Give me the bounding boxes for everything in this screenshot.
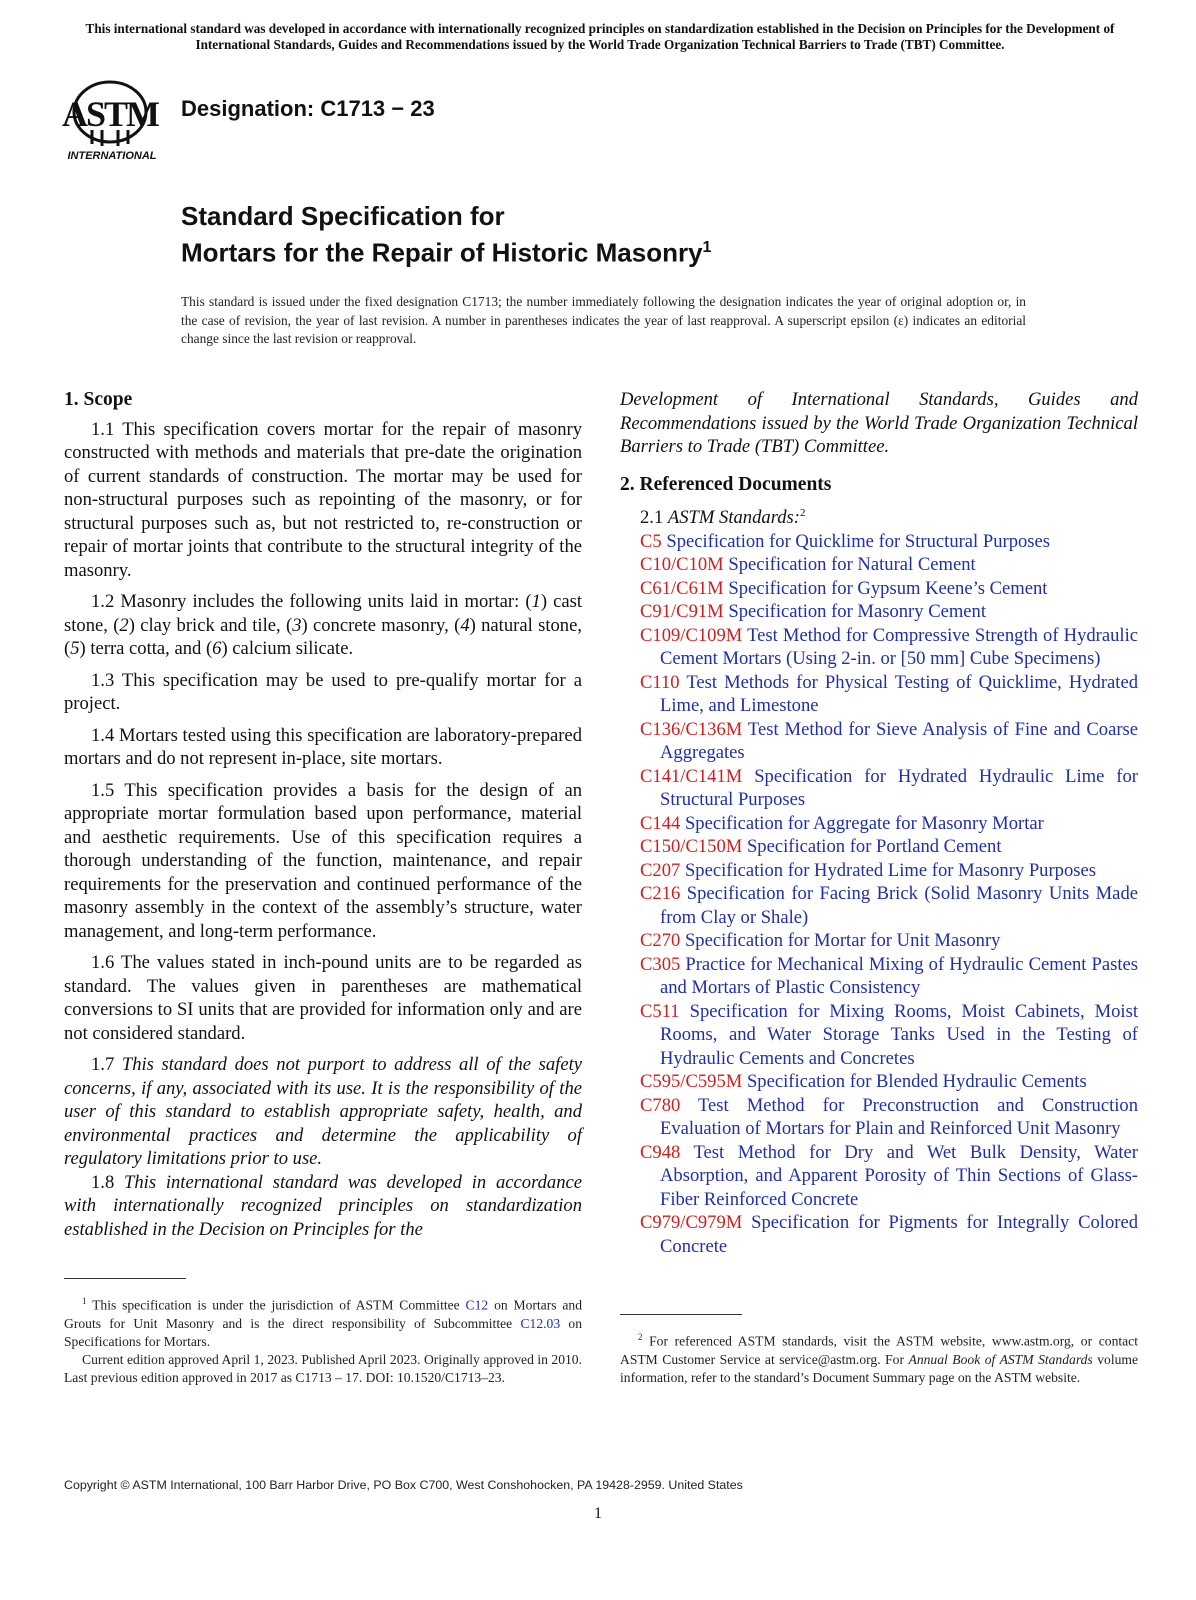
reference-title-link[interactable]: Test Method for Compressive Strength of Hydraulic Cement Mortars (Using 2-in. or [50 mm] Cube Specimens): [660, 624, 1139, 670]
para-1-7: [64, 1053, 582, 1171]
reference-item: [620, 1211, 1138, 1258]
logo-subtext: INTERNATIONAL: [67, 150, 157, 162]
reference-code-link[interactable]: C109/C109M: [640, 624, 743, 646]
para-1-8-continued: Development of International Standards, Guides and Recommendations issued by the World Trade Organization Technical Barriers to Trade (TBT) Committee.: [620, 389, 1138, 457]
reference-code-link[interactable]: C216: [640, 883, 681, 905]
para-1-1: 1.1 This specification covers mortar for the repair of masonry constructed with methods and materials that pre-date the origination of current standards of construction. The mortar may be used for non-structural purposes such as repointing of the masonry, or for structural purposes such as, but not restricted to, re-construction or repair of mortar joints that contribute to the structural integrity of the masonry.: [64, 418, 582, 581]
reference-item: [620, 882, 1138, 929]
footnote-1: [64, 1292, 582, 1388]
title-line-1: Standard Specification for: [181, 201, 505, 231]
reference-code-link[interactable]: C595/C595M: [640, 1071, 743, 1093]
footnote-1-para-2: Current edition approved April 1, 2023. Published April 2023. Originally approved in 2010. Last previous edition approved in 2017 as C1713 – 17. DOI: 10.1520/C1713–23.: [64, 1352, 582, 1386]
para-1-7-text: This standard does not purport to address all of the safety concerns, if any, associated with its use. It is the responsibility of the user of this standard to establish appropriate safety, health, and environmental practices and determine the applicability of regulatory limitations prior to use.: [64, 1054, 582, 1169]
footnote-2: [620, 1328, 1138, 1387]
reference-item: [620, 859, 1138, 883]
top-notice: This international standard was developed in accordance with internationally recognized principles on standardization established in the Decision on Principles for the Development of International Standards, Guides and Recommendations issued by the World Trade Organization Technical Barriers to Trade (TBT) Committee.: [85, 21, 1115, 52]
reference-code-link[interactable]: C305: [640, 953, 681, 975]
logo-text: ASTM: [62, 94, 159, 134]
copyright: Copyright © ASTM International, 100 Barr Harbor Drive, PO Box C700, West Conshohocken, PA 19428-2959. United States: [64, 1478, 743, 1492]
para-1-8: [64, 1171, 582, 1242]
reference-title-link[interactable]: Specification for Pigments for Integrally Colored Concrete: [660, 1212, 1138, 1257]
reference-title-link[interactable]: Specification for Hydrated Hydraulic Lime for Structural Purposes: [660, 765, 1138, 811]
reference-code-link[interactable]: C780: [640, 1094, 681, 1116]
para-1-5: 1.5 This specification provides a basis for the design of an appropriate mortar formulation based upon performance, material and aesthetic requirements. Use of this specification requires a thorough understanding of the function, maintenance, and repair requirements for the preservation and continued performance of the masonry assembly in the context of the assembly’s structure, water management, and long-term performance.: [64, 779, 582, 942]
reference-code-link[interactable]: C948: [640, 1141, 681, 1163]
reference-item: [620, 624, 1138, 671]
reference-title-link[interactable]: Specification for Quicklime for Structural Purposes: [666, 530, 1051, 552]
footnote-rule-right: [620, 1314, 742, 1315]
reference-title-link[interactable]: Specification for Mixing Rooms, Moist Cabinets, Moist Rooms, and Water Storage Tanks Used in the Testing of Hydraulic Cements and Concretes: [660, 1000, 1138, 1069]
reference-title-link[interactable]: Specification for Gypsum Keene’s Cement: [728, 577, 1048, 599]
reference-code-link[interactable]: C136/C136M: [640, 718, 743, 740]
reference-title-link[interactable]: Test Methods for Physical Testing of Quicklime, Hydrated Lime, and Limestone: [660, 671, 1138, 717]
right-column: [620, 388, 1138, 1258]
left-column: [64, 388, 582, 1249]
reference-title-link[interactable]: Test Method for Sieve Analysis of Fine and Coarse Aggregates: [660, 718, 1139, 764]
reference-title-link[interactable]: Test Method for Preconstruction and Construction Evaluation of Mortars for Plain and Reinforced Unit Masonry: [660, 1094, 1139, 1140]
footnote-2-para: $^2$ For referenced ASTM standards, visit the ASTM website, www.astm.org, or contact ASTM Customer Service at service@astm.org. For Annual Book of ASTM Standards volume information, refer to the standard’s Document Summary page on the ASTM website.: [620, 1332, 1138, 1385]
reference-code-link[interactable]: C5: [640, 530, 662, 552]
reference-code-link[interactable]: C511: [640, 1000, 680, 1022]
reference-title-link[interactable]: Specification for Hydrated Lime for Masonry Purposes: [684, 859, 1096, 881]
para-1-6: 1.6 The values stated in inch-pound units are to be regarded as standard. The values given in parentheses are mathematical conversions to SI units that are provided for information only and are not considered standard.: [64, 952, 582, 1044]
reference-item: [620, 1070, 1138, 1094]
reference-code-link[interactable]: C10/C10M: [640, 554, 724, 576]
reference-code-link[interactable]: C979/C979M: [640, 1212, 743, 1234]
title-footnote-mark: 1: [702, 239, 712, 256]
reference-item: [620, 1000, 1138, 1071]
reference-list: [620, 530, 1138, 1259]
astm-logo-icon: [62, 70, 174, 162]
reference-item: [620, 530, 1138, 554]
referenced-documents-heading: 2. Referenced Documents: [620, 473, 832, 495]
reference-item: [620, 671, 1138, 718]
reference-code-link[interactable]: C150/C150M: [640, 836, 743, 858]
reference-item: [620, 1141, 1138, 1212]
subcommittee-c12-03-link[interactable]: C12.03: [520, 1315, 561, 1331]
reference-item: [620, 600, 1138, 624]
reference-code-link[interactable]: C270: [640, 930, 681, 952]
reference-title-link[interactable]: Specification for Natural Cement: [728, 554, 976, 576]
para-1-8-text: This international standard was developed in accordance with internationally recognized principles on standardization established in the Decision on Principles for the: [64, 1171, 583, 1240]
para-1-7-num: 1.7: [91, 1054, 115, 1075]
title-line-2-text: Mortars for the Repair of Historic Masonry: [181, 237, 703, 268]
reference-code-link[interactable]: C61/C61M: [640, 577, 724, 599]
reference-item: [620, 953, 1138, 1000]
reference-title-link[interactable]: Specification for Aggregate for Masonry Mortar: [684, 812, 1044, 834]
committee-c12-link[interactable]: C12: [465, 1297, 489, 1313]
reference-title-link[interactable]: Specification for Portland Cement: [746, 836, 1002, 858]
reference-item: [620, 765, 1138, 812]
reference-code-link[interactable]: C91/C91M: [640, 601, 724, 623]
para-1-2: 1.2 Masonry includes the following units laid in mortar: (1) cast stone, (2) clay brick and tile, (3) concrete masonry, (4) natural stone, (5) terra cotta, and (6) calcium silicate.: [64, 591, 583, 659]
scope-heading: 1. Scope: [64, 389, 133, 410]
reference-code-link[interactable]: C141/C141M: [640, 765, 743, 787]
astm-standards-subheading: 2.1 ASTM Standards:$^2$: [640, 507, 806, 529]
reference-title-link[interactable]: Test Method for Dry and Wet Bulk Density, Water Absorption, and Apparent Porosity of Thin Sections of Glass-Fiber Reinforced Concrete: [660, 1141, 1138, 1210]
title-line-2: [181, 232, 711, 269]
reference-item: [620, 718, 1138, 765]
footnote-rule-left: [64, 1278, 186, 1279]
reference-code-link[interactable]: C144: [640, 812, 681, 834]
reference-title-link[interactable]: Specification for Masonry Cement: [728, 601, 987, 623]
issue-note: This standard is issued under the fixed designation C1713; the number immediately following the designation indicates the year of original adoption or, in the case of revision, the year of last revision. A number in parentheses indicates the year of last reapproval. A superscript epsilon (ε) indicates an editorial change since the last revision or reapproval.: [181, 294, 1026, 346]
reference-code-link[interactable]: C207: [640, 859, 681, 881]
reference-item: [620, 553, 1138, 577]
reference-title-link[interactable]: Specification for Blended Hydraulic Cements: [746, 1071, 1087, 1093]
reference-title-link[interactable]: Specification for Facing Brick (Solid Masonry Units Made from Clay or Shale): [660, 883, 1138, 928]
para-1-4: 1.4 Mortars tested using this specification are laboratory-prepared mortars and do not represent in-place, site mortars.: [64, 724, 582, 769]
reference-item: [620, 577, 1138, 601]
para-1-8-num: 1.8: [91, 1171, 115, 1193]
reference-title-link[interactable]: Practice for Mechanical Mixing of Hydraulic Cement Pastes and Mortars of Plastic Consistency: [660, 953, 1138, 999]
para-1-3: 1.3 This specification may be used to pre-qualify mortar for a project.: [64, 669, 582, 714]
document-title: [181, 200, 711, 269]
reference-item: [620, 1094, 1138, 1141]
footnote-1-para-1: $^1$ This specification is under the jurisdiction of ASTM Committee C12 on Mortars and Grouts for Unit Masonry and is the direct responsibility of Subcommittee C12.03 on Specifications for Mortars.: [64, 1296, 582, 1349]
reference-item: [620, 929, 1138, 953]
reference-item: [620, 812, 1138, 836]
reference-item: [620, 835, 1138, 859]
designation: Designation: C1713 − 23: [181, 96, 435, 121]
reference-code-link[interactable]: C110: [640, 671, 680, 693]
page-number: 1: [594, 1505, 602, 1522]
reference-title-link[interactable]: Specification for Mortar for Unit Masonry: [684, 930, 1001, 952]
